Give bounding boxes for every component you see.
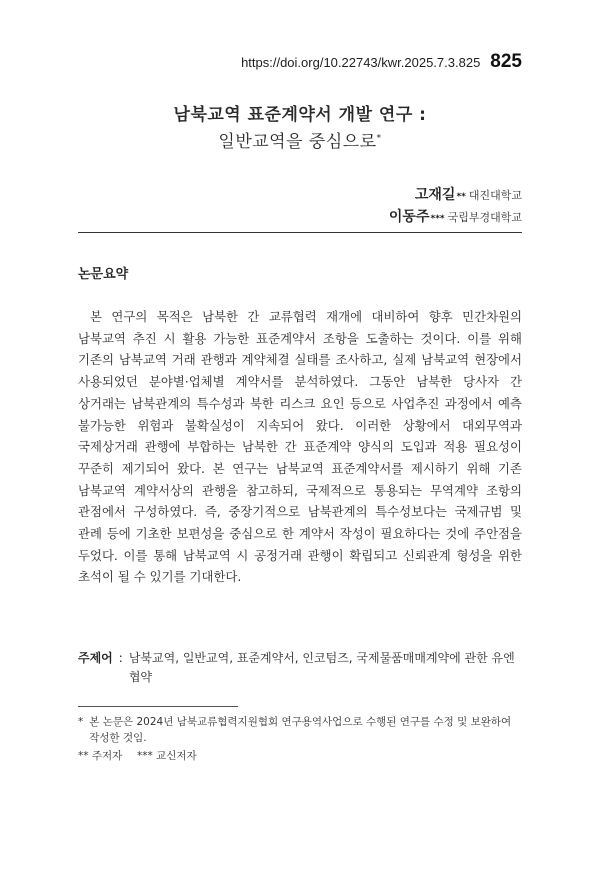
footnote-text: 본 논문은 2024년 남북교류협력지원협회 연구용역사업으로 수행된 연구를 수정 및 보완하여 작성한 것임.: [89, 716, 512, 744]
abstract-body: 본 연구의 목적은 남북한 간 교류협력 재개에 대비하여 향후 민간차원의 남북교역 추진 시 활용 가능한 표준계약서 조항을 도출하는 것이다. 이를 위해 기존의 남북교역 거래 관행과 계약체결 실태를 조사하고, 실제 남북교역 현장에서 사용되었던 분야별·업체별 계약서를 분석하였다. 그동안 남북한 당사자 간 상거래는 남북관계의 특수성과 북한 리스크 요인 등으로 사업추진 과정에서 예측 불가능한 위험과 불확실성이 지속되어 왔다. 이러한 상황에서 대외무역과 국제상거래 관행에 부합하는 남북한 간 표준계약 양식의 도입과 적용 필요성이 꾸준히 제기되어 왔다. 본 연구는 남북교역 표준계약서를 제시하기 위해 기존 남북교역 계약서상의 관행을 참고하되, 국제적으로 통용되는 무역계약 조항의 관점에서 구성하였다. 즉, 중장기적으로 남북관계의 특수성보다는 국제규범 및 관례 등에 기초한 보편성을 중심으로 한 계약서 작성이 필요하다는 것에 주안점을 두었다. 이를 통해 남북교역 시 공정거래 관행이 확립되고 신뢰관계 형성을 위한 초석이 될 수 있기를 기대한다.: [78, 309, 522, 585]
author-1: [415, 184, 522, 204]
paper-title: 남북교역 표준계약서 개발 연구 :: [173, 105, 427, 125]
footnote-corr-mark: ***: [136, 750, 153, 762]
paper-subtitle-text: 일반교역을 중심으로: [218, 132, 377, 152]
author-mark: **: [456, 192, 466, 202]
author-mark: ***: [430, 214, 445, 224]
keywords-label: 주제어: [78, 651, 113, 665]
author-name: 이동주: [388, 209, 430, 225]
keywords: [78, 649, 522, 687]
keywords-list: 남북교역, 일반교역, 표준계약서, 인코텀즈, 국제물품매매계약에 관한 유엔협약: [128, 651, 515, 684]
footnote-authors: [78, 748, 197, 764]
running-header: [241, 51, 522, 73]
abstract-heading: 논문요약: [78, 267, 129, 282]
footnote-corr-label: 교신저자: [156, 750, 197, 762]
footnote-author-mark: **: [78, 750, 89, 762]
footnote-funding: [78, 714, 522, 746]
footnote-divider: [78, 706, 238, 707]
footnote-author-label: 주저자: [91, 750, 123, 762]
author-affiliation: 국립부경대학교: [447, 211, 522, 224]
paper-subtitle: [0, 127, 600, 152]
author-2: [389, 206, 522, 226]
footnote-mark: *: [78, 716, 84, 728]
keywords-colon: :: [118, 651, 123, 665]
header-divider: [78, 232, 522, 233]
author-affiliation: 대진대학교: [468, 189, 522, 202]
subtitle-footnote-mark: *: [376, 133, 382, 144]
doi-link[interactable]: https://doi.org/10.22743/kwr.2025.7.3.825: [241, 55, 481, 70]
page-number: 825: [490, 51, 522, 72]
author-name: 고재길: [414, 187, 456, 203]
